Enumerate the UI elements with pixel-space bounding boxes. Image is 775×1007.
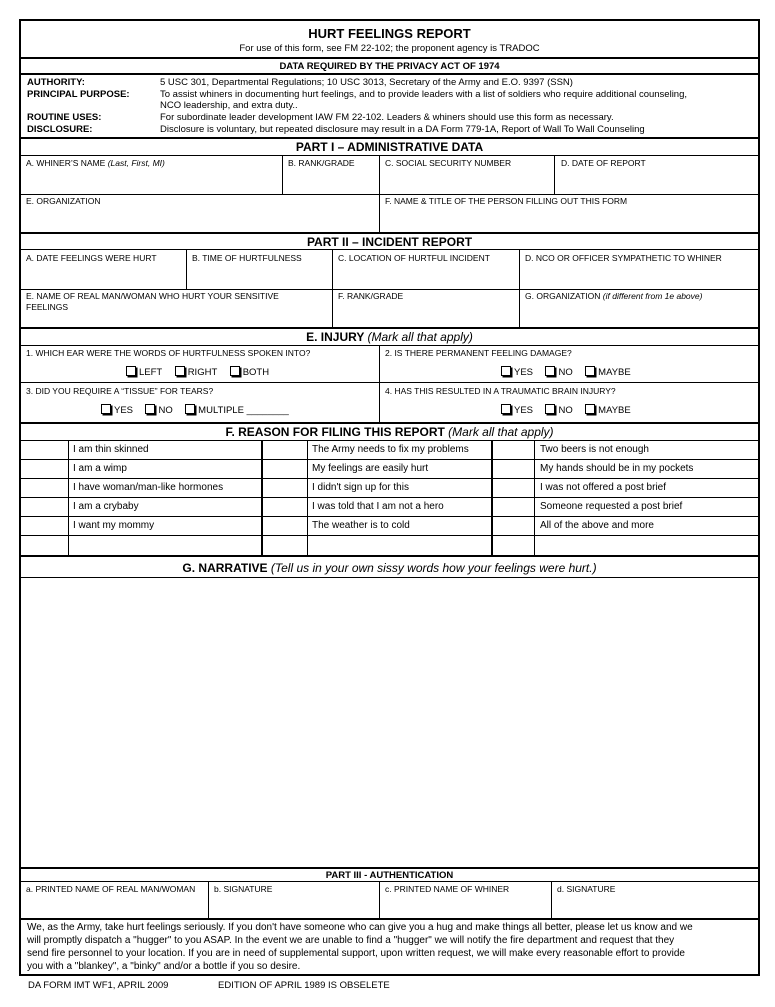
checkbox-icon	[126, 366, 136, 376]
checkbox-icon	[545, 366, 555, 376]
checkbox-icon	[185, 404, 195, 414]
part3-title: PART III - AUTHENTICATION	[325, 870, 454, 881]
divider	[21, 137, 758, 139]
rank-grade-field[interactable]: B. RANK/GRADE	[288, 158, 355, 168]
divider	[21, 422, 758, 424]
q1-both-option[interactable]: BOTH	[230, 367, 269, 378]
footer-paragraph: We, as the Army, take hurt feelings seriously. If you don't have someone who can give you a hug and make things all better, please let us know and we will promptly dispatch a "hugger" to you ASAP. In the event we are unable to find a "hugger" we will notify the fire department and request that they send fire personnel to your location. If you are in need of supplemental support, upon written request, we will make every reasonable effort to provide you with a "blankey", a "binky" and/or a bottle if you so desire.	[27, 922, 693, 972]
divider	[21, 289, 758, 290]
divider	[21, 57, 758, 59]
checkbox-icon	[145, 404, 155, 414]
time-hurt-field[interactable]: B. TIME OF HURTFULNESS	[192, 253, 302, 263]
reason-col2	[312, 441, 469, 536]
part1-title: PART I – ADMINISTRATIVE DATA	[295, 140, 484, 154]
authority-label: AUTHORITY:	[27, 77, 85, 88]
location-field[interactable]: C. LOCATION OF HURTFUL INCIDENT	[338, 253, 490, 263]
reason-col3	[540, 441, 693, 536]
q2-label: 2. IS THERE PERMANENT FEELING DAMAGE?	[385, 348, 572, 358]
divider	[21, 881, 758, 882]
real-person-printed-name-field[interactable]: a. PRINTED NAME OF REAL MAN/WOMAN	[26, 884, 196, 894]
part2-title: PART II – INCIDENT REPORT	[306, 235, 473, 249]
q4-no-option[interactable]: NO	[545, 405, 572, 416]
disclosure-text: Disclosure is voluntary, but repeated disclosure may result in a DA Form 779-1A, Report of Wall To Wall Counseling	[160, 123, 645, 135]
q3-label: 3. DID YOU REQUIRE A “TISSUE” FOR TEARS?	[26, 386, 214, 396]
q4-yes-option[interactable]: YES	[501, 405, 533, 416]
reasons-title: F. REASON FOR FILING THIS REPORT (Mark all that apply)	[225, 425, 554, 439]
injury-title: E. INJURY (Mark all that apply)	[306, 330, 473, 344]
divider	[21, 73, 758, 75]
ssn-field[interactable]: C. SOCIAL SECURITY NUMBER	[385, 158, 512, 168]
checkbox-icon	[501, 366, 511, 376]
reason-option[interactable]: I want my mommy	[73, 520, 155, 531]
hurt-feelings-form	[19, 19, 760, 976]
disclosure-label: DISCLOSURE:	[27, 123, 93, 135]
checkbox-icon	[585, 404, 595, 414]
purpose-text-2: NCO leadership, and extra duty..	[160, 100, 298, 111]
checkbox-icon	[101, 404, 111, 414]
whiner-signature-field[interactable]: d. SIGNATURE	[557, 884, 616, 894]
divider	[21, 249, 758, 250]
reason-col1	[73, 441, 223, 536]
checkbox-icon	[585, 366, 595, 376]
q1-right-option[interactable]: RIGHT	[175, 367, 218, 378]
divider	[21, 194, 758, 195]
sympathetic-nco-field[interactable]: D. NCO OR OFFICER SYMPATHETIC TO WHINER	[525, 253, 722, 263]
divider	[21, 155, 758, 156]
q2-yes-option[interactable]: YES	[501, 367, 533, 378]
form-subtitle: For use of this form, see FM 22-102; the proponent agency is TRADOC	[239, 43, 540, 54]
privacy-title: DATA REQUIRED BY THE PRIVACY ACT OF 1974	[279, 61, 500, 72]
q4-options	[501, 400, 639, 418]
reason-option[interactable]: The weather is to cold	[312, 520, 410, 531]
real-person-signature-field[interactable]: b. SIGNATURE	[214, 884, 273, 894]
reason-option[interactable]: My hands should be in my pockets	[540, 463, 694, 474]
whiner-printed-name-field[interactable]: c. PRINTED NAME OF WHINER	[385, 884, 510, 894]
date-hurt-field[interactable]: A. DATE FEELINGS WERE HURT	[26, 253, 157, 263]
q1-options	[126, 362, 277, 380]
reason-option[interactable]: Two beers is not enough	[540, 444, 649, 455]
q2-no-option[interactable]: NO	[545, 367, 572, 378]
q1-left-option[interactable]: LEFT	[126, 367, 162, 378]
reason-option[interactable]: I have woman/man-like hormones	[73, 482, 224, 493]
routine-uses-label: ROUTINE USES:	[27, 112, 102, 123]
q3-options	[101, 400, 297, 418]
q4-maybe-option[interactable]: MAYBE	[585, 405, 631, 416]
divider	[21, 867, 758, 869]
date-of-report-field[interactable]: D. DATE OF REPORT	[561, 158, 646, 168]
divider	[21, 555, 758, 557]
checkbox-icon	[230, 366, 240, 376]
checkbox-icon	[545, 404, 555, 414]
reason-option[interactable]: Someone requested a post brief	[540, 501, 683, 512]
purpose-label: PRINCIPAL PURPOSE:	[27, 88, 130, 100]
divider	[21, 382, 758, 383]
checkbox-icon	[501, 404, 511, 414]
whiner-name-field[interactable]: A. WHINER’S NAME (Last, First, MI)	[26, 158, 165, 168]
divider	[21, 327, 758, 329]
edition-note: EDITION OF APRIL 1989 IS OBSELETE	[218, 980, 390, 991]
form-id: DA FORM IMT WF1, APRIL 2009	[28, 980, 169, 991]
reason-option[interactable]: I didn't sign up for this	[312, 482, 409, 493]
real-person-org-field[interactable]: G. ORGANIZATION (if different from 1e above)	[525, 291, 703, 301]
reason-option[interactable]: My feelings are easily hurt	[312, 463, 429, 474]
reason-option[interactable]: I was not offered a post brief	[540, 482, 667, 493]
q3-multiple-option[interactable]: MULTIPLE ________	[185, 405, 289, 416]
reason-option[interactable]: I am thin skinned	[73, 444, 149, 455]
real-person-rank-field[interactable]: F. RANK/GRADE	[338, 291, 404, 301]
filler-name-field[interactable]: F. NAME & TITLE OF THE PERSON FILLING OUT THIS FORM	[385, 196, 628, 206]
organization-field[interactable]: E. ORGANIZATION	[26, 196, 101, 206]
real-person-name-field[interactable]: E. NAME OF REAL MAN/WOMAN WHO HURT YOUR SENSITIVE FEELINGS	[26, 291, 279, 312]
divider	[21, 918, 758, 920]
routine-uses-text: For subordinate leader development IAW FM 22-102. Leaders & whiners should use this form as necessary.	[160, 112, 614, 123]
form-title: HURT FEELINGS REPORT	[308, 26, 471, 41]
reason-option[interactable]: I was told that I am not a hero	[312, 501, 444, 512]
reason-option[interactable]: The Army needs to fix my problems	[312, 444, 469, 455]
checkbox-icon	[175, 366, 185, 376]
reason-option[interactable]: I am a crybaby	[73, 501, 139, 512]
q1-label: 1. WHICH EAR WERE THE WORDS OF HURTFULNESS SPOKEN INTO?	[26, 348, 311, 358]
divider	[21, 232, 758, 234]
authority-text: 5 USC 301, Departmental Regulations; 10 USC 3013, Secretary of the Army and E.O. 9397 (SSN)	[160, 77, 573, 88]
reason-option[interactable]: I am a wimp	[73, 463, 127, 474]
q2-maybe-option[interactable]: MAYBE	[585, 367, 631, 378]
q4-label: 4. HAS THIS RESULTED IN A TRAUMATIC BRAIN INJURY?	[385, 386, 616, 396]
divider	[21, 345, 758, 346]
q2-options	[501, 362, 639, 380]
q3-no-option[interactable]: NO	[145, 405, 172, 416]
narrative-textarea[interactable]	[21, 578, 758, 867]
q3-yes-option[interactable]: YES	[101, 405, 133, 416]
reason-option[interactable]: All of the above and more	[540, 520, 654, 531]
narrative-title: G. NARRATIVE (Tell us in your own sissy words how your feelings were hurt.)	[182, 561, 597, 575]
purpose-text: To assist whiners in documenting hurt feelings, and to provide leaders with a list of soldiers who require additional counseling,	[160, 88, 688, 100]
